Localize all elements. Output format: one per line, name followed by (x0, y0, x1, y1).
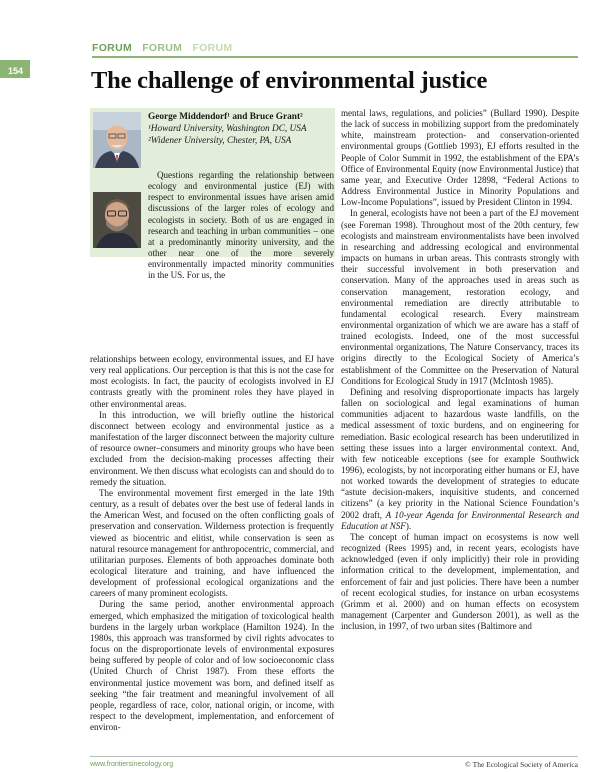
footer-website[interactable]: www.frontiersinecology.org (90, 761, 174, 768)
page-number: 154 (8, 66, 24, 76)
nsf-agenda-title: A 10-year Agenda for Environmental Research and Education at NSF (341, 509, 579, 531)
author-photo-middendorf (93, 112, 141, 168)
footer-rule (90, 756, 578, 757)
right-paragraph-3-text-a: Defining and resolving disproportionate impacts has largely fallen on sociological and legal examinations of human communities adjacent to hazardous waste landfills, on the medical assessment of toxic burdens, and on engineering for remediation. Basic ecological research has been underutilized in setting these issues into a larger environmental context. And, with few noticeable exceptions (see for example Southwick 1996), ecologists, by not incorporating either humans or EJ, have not worked towards the development of strategies to educate “astute decision-makers, inquisitive students, and concerned citizens” (a key priority in the National Science Foundation’s 2002 draft, (341, 386, 579, 520)
header-rule (92, 56, 578, 58)
left-paragraph-4: During the same period, another environmental approach emerged, which emphasized the mitigation of toxicological health burdens in the largely urban workplace (Hamilton 1924). In the 1980s, this approach was transformed by civil rights advocates to focus on the disproportionate levels of environmental exposures being suffered by people of color and of low socioeconomic class (United Church of Christ 1987). From these efforts the environmental justice movement was born, and defined itself as seeking “the fair treatment and meaningful involvement of all people, regardless of race, color, national origin, or income, with respect to the development, implementation, and enforcement of environ- (90, 599, 334, 733)
left-column-body (90, 354, 334, 733)
intro-paragraph-continued: relationships between ecology, environmental issues, and EJ have very real applications. Our perception is that this is not the case for most ecologists. In fact, the paucity of ecologists involved in EJ contrasts greatly with the prominent roles they have played in other environmental areas. (90, 354, 334, 409)
portrait-grant (93, 192, 141, 248)
affiliation-2: ²Widener University, Chester, PA, USA (148, 136, 292, 147)
article-title: The challenge of environmental justice (91, 67, 488, 94)
forum-word-3: FORUM (192, 42, 233, 54)
right-paragraph-3-text-b: ). (405, 520, 412, 531)
portrait-middendorf (93, 112, 141, 168)
right-paragraph-1: mental laws, regulations, and policies” (Bullard 1990). Despite the lack of success in mobilizing support from the predominately white, mainstream protection- and conservation-oriented environmental groups (Gottlieb 1993), EJ efforts resulted in the People of Color Summit in 1992, the establishment of the EPA’s Office of Environmental Equity (now Environmental Justice) that same year, and Executive Order 12898, “Federal Actions to Address Environmental Justice in Minority Populations and Low-Income Populations”, issued by President Clinton in 1994. (341, 108, 579, 208)
author-photo-grant (93, 192, 141, 248)
author-info (148, 111, 333, 148)
right-column (341, 108, 579, 632)
right-paragraph-4: The concept of human impact on ecosystems is now well recognized (Rees 1995) and, in recent years, ecologists have acknowledged (even if only implicitly) their role in providing information critical to the development, implementation, and enforcement of fair and just policies. There have been a number of recent ecological studies, for instance on urban ecosystems (Grimm et al. 2000) and on human effects on ecosystem management (Carpenter and Gunderson 2001), as well as the inclusion, in 1997, of two urban sites (Baltimore and (341, 531, 579, 632)
footer-copyright: © The Ecological Society of America (465, 760, 578, 769)
left-paragraph-3: The environmental movement first emerged in the late 19th century, as a result of debates over the best use of federal lands in the American West, and focused on the often conflicting goals of preservation and conservation. Wilderness protection is frequently viewed as biocentric and elitist, while conservation is seen as natural resource management for anthropocentric, commercial, and utilitarian purposes. Elements of both approaches dominate both ecological literature and training, and have influenced the development of professional ecological organizations and the careers of many prominent ecologists. (90, 487, 334, 599)
left-column-intro (148, 170, 334, 282)
forum-header (92, 42, 239, 54)
intro-paragraph-start: Questions regarding the relationship between ecology and environmental justice (EJ) with respect to environmental issues have arisen amid discussions of the larger roles of ecology and ecologists in society. Both of us are engaged in research and teaching in urban communities – one at a predominantly minority university, and the other near one of the more severely environmentally impacted minority communities in the US. For us, the (148, 170, 334, 281)
author-names: George Middendorf¹ and Bruce Grant² (148, 112, 303, 122)
left-paragraph-2: In this introduction, we will briefly outline the historical disconnect between ecology and environmental justice as a manifestation of the larger disconnect between the majority culture of resource owner–consumers and minority groups who have been excluded from the decision-making processes affecting their environment. We then discuss what ecologists can and should do to remedy the situation. (90, 409, 334, 487)
right-paragraph-2: In general, ecologists have not been a part of the EJ movement (see Foreman 1998). Throughout most of the 20th century, few ecologists and mainstream environmentalists have been involved in researching and addressing ecological and environmental impacts on humans in urban areas. This contrasts strongly with their successful involvement in both preservation and conservation. Many of the approaches used in areas such as conservation management, restoration ecology, and environmental remediation are directly attributable to fundamental ecological research. Every mainstream environmental organization of which we are aware has a staff of trained ecologists. Indeed, one of the most successful environmental organizations, The Nature Conservancy, traces its origins directly to the Ecological Society of America’s establishment of the Committee on the Preservation of Natural Conditions for Ecological Study in 1917 (McIntosh 1985). (341, 208, 579, 386)
forum-word-2: FORUM (142, 42, 183, 54)
forum-word-1: FORUM (92, 42, 132, 54)
right-paragraph-3 (341, 387, 579, 532)
affiliation-1: ¹Howard University, Washington DC, USA (148, 124, 307, 135)
